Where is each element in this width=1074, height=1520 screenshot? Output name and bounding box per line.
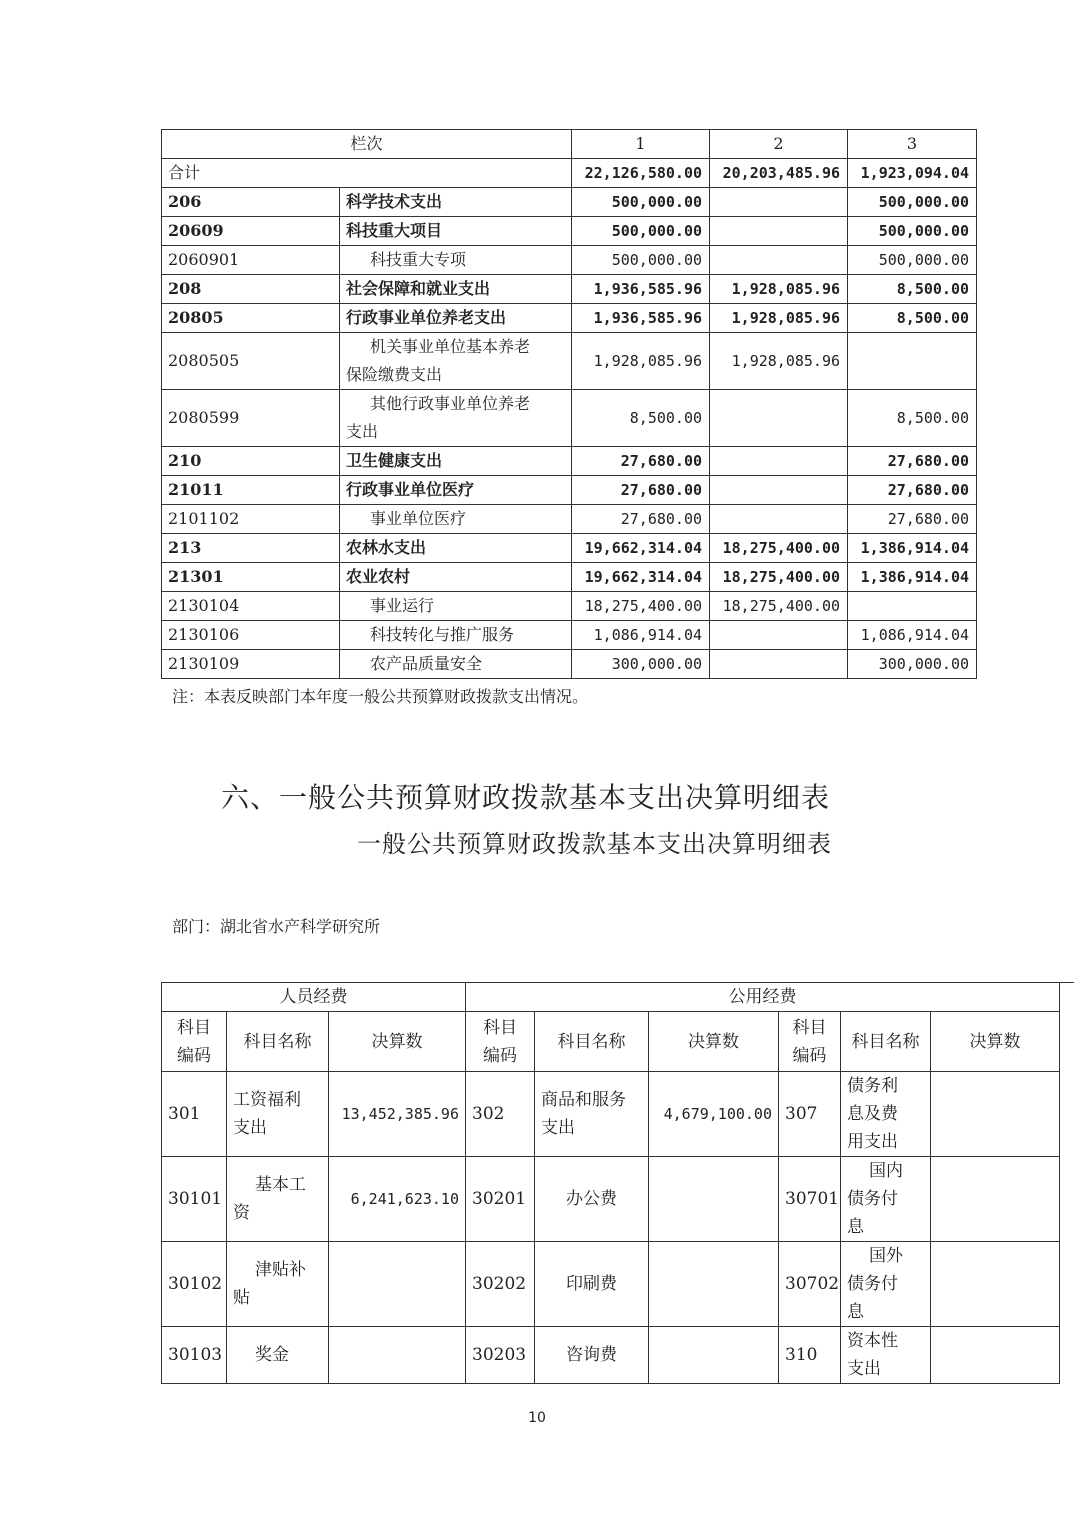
row-code: 2130109 (162, 650, 340, 679)
row-col-2 (710, 447, 848, 476)
row-code: 2130106 (162, 621, 340, 650)
header-col-1: 1 (572, 130, 710, 159)
row-col-2 (710, 650, 848, 679)
row-code: 210 (162, 447, 340, 476)
personnel-code: 30102 (162, 1242, 227, 1327)
row-col-1: 27,680.00 (572, 505, 710, 534)
public-code: 30203 (466, 1327, 535, 1384)
row-col-2 (710, 217, 848, 246)
page-number: 10 (528, 1410, 546, 1426)
row-col-3: 500,000.00 (848, 246, 977, 275)
public-amount: 4,679,100.00 (649, 1072, 779, 1157)
other-name: 资本性 支出 (841, 1327, 931, 1384)
row-name-line-2: 支出 (346, 422, 379, 441)
table-row (162, 275, 977, 304)
public-name: 印刷费 (535, 1242, 649, 1327)
table-row (162, 333, 977, 390)
other-code: 307 (779, 1072, 841, 1157)
appropriation-expenditure-table (161, 129, 977, 679)
row-col-1: 18,275,400.00 (572, 592, 710, 621)
total-label: 合计 (162, 159, 572, 188)
row-col-3: 8,500.00 (848, 304, 977, 333)
other-amount (931, 1327, 1060, 1384)
row-col-3: 27,680.00 (848, 505, 977, 534)
row-col-1: 1,928,085.96 (572, 333, 710, 390)
public-name: 办公费 (535, 1157, 649, 1242)
row-col-3 (848, 333, 977, 390)
table-row (162, 563, 977, 592)
row-col-1: 500,000.00 (572, 188, 710, 217)
row-col-3: 8,500.00 (848, 390, 977, 447)
row-code: 2080505 (162, 333, 340, 390)
total-row (162, 159, 977, 188)
row-col-2: 1,928,085.96 (710, 304, 848, 333)
other-name: 债务利 息及费 用支出 (841, 1072, 931, 1157)
row-name: 科技重大项目 (340, 217, 572, 246)
row-col-3: 500,000.00 (848, 217, 977, 246)
row-col-1: 1,086,914.04 (572, 621, 710, 650)
total-col-1: 22,126,580.00 (572, 159, 710, 188)
row-col-1: 19,662,314.04 (572, 534, 710, 563)
row-col-2: 18,275,400.00 (710, 592, 848, 621)
section-heading: 六、一般公共预算财政拨款基本支出决算明细表 (221, 781, 831, 814)
other-code: 310 (779, 1327, 841, 1384)
row-code: 2060901 (162, 246, 340, 275)
public-code: 30201 (466, 1157, 535, 1242)
row-col-3: 1,386,914.04 (848, 534, 977, 563)
public-expense-header: 公用经费 (466, 983, 1060, 1012)
other-name: 国内 债务付 息 (841, 1157, 931, 1242)
row-code: 208 (162, 275, 340, 304)
row-code: 2101102 (162, 505, 340, 534)
row-col-1: 1,936,585.96 (572, 275, 710, 304)
table-edge-line (1060, 982, 1074, 983)
table-row (162, 217, 977, 246)
group-header-row (162, 983, 1060, 1012)
header-column-label: 栏次 (162, 130, 572, 159)
row-name (340, 333, 572, 390)
row-name: 事业单位医疗 (340, 505, 572, 534)
header-amount: 决算数 (931, 1012, 1060, 1072)
table-row (162, 1157, 1060, 1242)
row-col-2 (710, 188, 848, 217)
personnel-name: 奖金 (227, 1327, 329, 1384)
row-name-line-1: 机关事业单位基本养老 (370, 337, 531, 356)
header-name: 科目名称 (227, 1012, 329, 1072)
row-code: 21011 (162, 476, 340, 505)
table-row (162, 1072, 1060, 1157)
total-col-3: 1,923,094.04 (848, 159, 977, 188)
department-label: 部门：湖北省水产科学研究所 (172, 917, 381, 936)
row-col-3: 27,680.00 (848, 476, 977, 505)
personnel-amount: 13,452,385.96 (329, 1072, 466, 1157)
table-note: 注：本表反映部门本年度一般公共预算财政拨款支出情况。 (172, 687, 589, 706)
public-code: 302 (466, 1072, 535, 1157)
personnel-amount (329, 1327, 466, 1384)
header-code: 科目 编码 (779, 1012, 841, 1072)
row-col-1: 500,000.00 (572, 246, 710, 275)
row-code: 206 (162, 188, 340, 217)
row-col-3: 300,000.00 (848, 650, 977, 679)
public-amount (649, 1327, 779, 1384)
table-row (162, 650, 977, 679)
table-row (162, 188, 977, 217)
row-col-3: 1,386,914.04 (848, 563, 977, 592)
row-col-3: 27,680.00 (848, 447, 977, 476)
table-row (162, 246, 977, 275)
table-row (162, 505, 977, 534)
personnel-name: 工资福利 支出 (227, 1072, 329, 1157)
public-code: 30202 (466, 1242, 535, 1327)
header-col-2: 2 (710, 130, 848, 159)
header-amount: 决算数 (649, 1012, 779, 1072)
table-row (162, 476, 977, 505)
row-code: 2080599 (162, 390, 340, 447)
row-name: 社会保障和就业支出 (340, 275, 572, 304)
column-header-row (162, 1012, 1060, 1072)
row-col-3: 8,500.00 (848, 275, 977, 304)
personnel-amount (329, 1242, 466, 1327)
header-name: 科目名称 (841, 1012, 931, 1072)
row-col-2 (710, 505, 848, 534)
other-amount (931, 1157, 1060, 1242)
row-col-2 (710, 621, 848, 650)
other-code: 30702 (779, 1242, 841, 1327)
row-name: 行政事业单位医疗 (340, 476, 572, 505)
row-code: 20609 (162, 217, 340, 246)
table-title: 一般公共预算财政拨款基本支出决算明细表 (357, 830, 832, 858)
basic-expenditure-detail-table (161, 982, 1060, 1384)
row-col-2: 18,275,400.00 (710, 534, 848, 563)
row-col-1: 27,680.00 (572, 476, 710, 505)
row-col-1: 19,662,314.04 (572, 563, 710, 592)
public-amount (649, 1157, 779, 1242)
other-name: 国外 债务付 息 (841, 1242, 931, 1327)
table-row (162, 390, 977, 447)
row-col-2 (710, 476, 848, 505)
row-name: 农林水支出 (340, 534, 572, 563)
personnel-name: 津贴补 贴 (227, 1242, 329, 1327)
row-code: 20805 (162, 304, 340, 333)
header-code: 科目 编码 (466, 1012, 535, 1072)
row-name: 科技重大专项 (340, 246, 572, 275)
personnel-name: 基本工 资 (227, 1157, 329, 1242)
table-row (162, 304, 977, 333)
public-name: 商品和服务 支出 (535, 1072, 649, 1157)
personnel-amount: 6,241,623.10 (329, 1157, 466, 1242)
row-col-1: 300,000.00 (572, 650, 710, 679)
table-row (162, 1242, 1060, 1327)
total-col-2: 20,203,485.96 (710, 159, 848, 188)
row-col-2: 18,275,400.00 (710, 563, 848, 592)
row-name: 行政事业单位养老支出 (340, 304, 572, 333)
public-name: 咨询费 (535, 1327, 649, 1384)
row-name: 农业农村 (340, 563, 572, 592)
row-code: 2130104 (162, 592, 340, 621)
row-col-2: 1,928,085.96 (710, 275, 848, 304)
personnel-code: 301 (162, 1072, 227, 1157)
row-name: 科学技术支出 (340, 188, 572, 217)
other-amount (931, 1072, 1060, 1157)
row-name: 卫生健康支出 (340, 447, 572, 476)
row-col-2 (710, 246, 848, 275)
row-col-3 (848, 592, 977, 621)
row-code: 213 (162, 534, 340, 563)
other-code: 30701 (779, 1157, 841, 1242)
header-amount: 决算数 (329, 1012, 466, 1072)
table-header-row (162, 130, 977, 159)
row-code: 21301 (162, 563, 340, 592)
row-col-1: 27,680.00 (572, 447, 710, 476)
row-name: 农产品质量安全 (340, 650, 572, 679)
public-amount (649, 1242, 779, 1327)
table-row (162, 1327, 1060, 1384)
other-amount (931, 1242, 1060, 1327)
table-row (162, 534, 977, 563)
table-row (162, 592, 977, 621)
table-row (162, 447, 977, 476)
row-name: 事业运行 (340, 592, 572, 621)
table-row (162, 621, 977, 650)
personnel-code: 30101 (162, 1157, 227, 1242)
row-col-3: 500,000.00 (848, 188, 977, 217)
row-name (340, 390, 572, 447)
row-col-2 (710, 390, 848, 447)
row-name-line-1: 其他行政事业单位养老 (370, 394, 531, 413)
row-col-2: 1,928,085.96 (710, 333, 848, 390)
row-col-3: 1,086,914.04 (848, 621, 977, 650)
row-name-line-2: 保险缴费支出 (346, 365, 443, 384)
personnel-expense-header: 人员经费 (162, 983, 466, 1012)
header-col-3: 3 (848, 130, 977, 159)
row-col-1: 500,000.00 (572, 217, 710, 246)
header-name: 科目名称 (535, 1012, 649, 1072)
personnel-code: 30103 (162, 1327, 227, 1384)
header-code: 科目 编码 (162, 1012, 227, 1072)
row-col-1: 1,936,585.96 (572, 304, 710, 333)
row-name: 科技转化与推广服务 (340, 621, 572, 650)
row-col-1: 8,500.00 (572, 390, 710, 447)
